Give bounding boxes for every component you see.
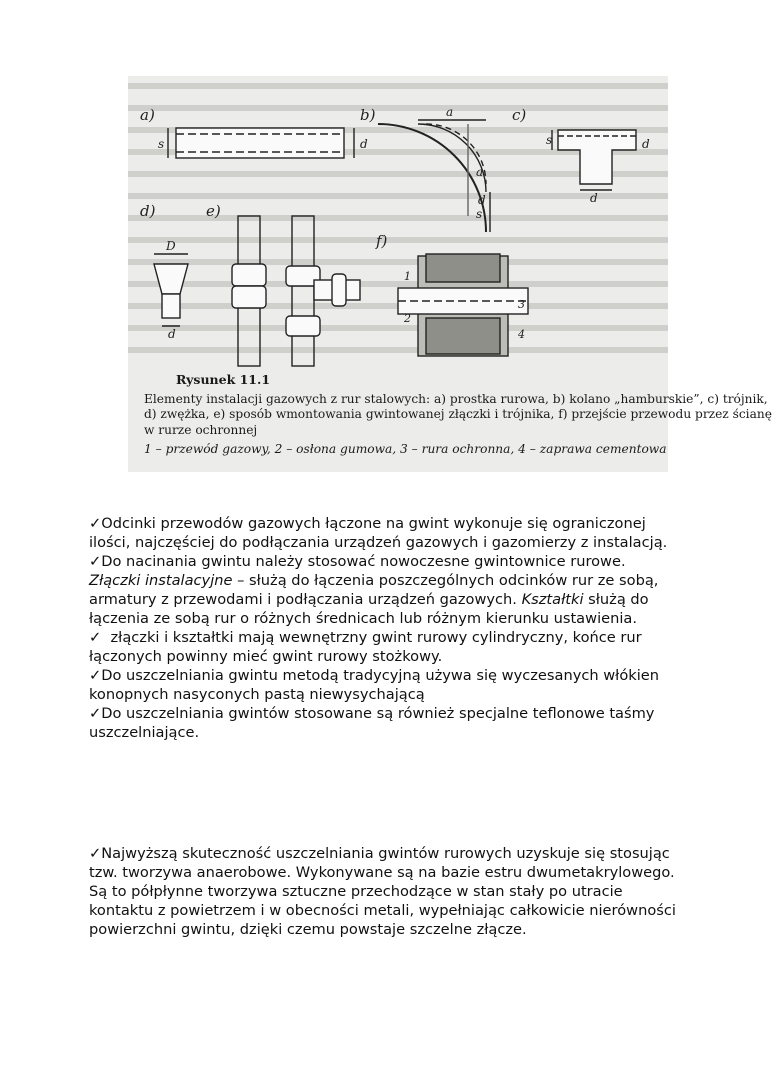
- caption-line-3: w rurze ochronnej: [144, 422, 258, 437]
- figure-scan: [128, 76, 772, 472]
- part-d-reducer: [154, 254, 188, 326]
- bullet-1-text: Odcinki przewodów gazowych łączone na gwint wykonuje się ograniczonej ilości, najczęściej do podłączania urządzeń gazowych i gazomierzy z instalacją.: [89, 515, 668, 551]
- pipe-diagram: [128, 76, 668, 372]
- dim-s-b: s: [476, 207, 483, 221]
- bullet-2-text: Do nacinania gwintu należy stosować nowoczesne gwintownice rurowe.: [101, 553, 626, 570]
- label-f: f): [376, 232, 388, 250]
- term-zlaczki: Złączki instalacyjne: [89, 572, 233, 589]
- caption-line-2: d) zwężka, e) sposób wmontowania gwintowanej złączki i trójnika, f) przejście przewodu przez ścianę: [144, 407, 772, 421]
- dim-d-a: d: [360, 137, 368, 151]
- dim-s-c: s: [546, 133, 553, 147]
- bullet-4: [89, 666, 679, 704]
- num-1: 1: [404, 270, 411, 283]
- num-2: 2: [404, 312, 411, 325]
- part-c-tee: [552, 130, 636, 190]
- bullet-2: [89, 552, 679, 571]
- caption-legend: 1 – przewód gazowy, 2 – osłona gumowa, 3 – rura ochronna, 4 – zaprawa cementowa: [144, 442, 667, 456]
- dim-d-d: d: [168, 327, 176, 341]
- connectors-text: – służą do łączenia poszczególnych odcinków rur ze sobą, armatury z przewodami i podłączania urządzeń gazowych.: [89, 572, 659, 608]
- bullet-4-text: Do uszczelniania gwintu metodą tradycyjną używa się wyczesanych włókien konopnych nasyconych pastą niewysychającą: [89, 667, 659, 703]
- figure-title: Rysunek 11.1: [176, 372, 271, 387]
- caption-line-1: Elementy instalacji gazowych z rur stalowych: a) prostka rurowa, b) kolano „hamburskie”, c) trójnik,: [144, 391, 768, 406]
- bullet-6: [89, 844, 679, 939]
- dim-D-d: D: [166, 239, 176, 253]
- bullet-5-text: Do uszczelniania gwintów stosowane są również specjalne teflonowe taśmy uszczelniające.: [89, 705, 655, 741]
- bullet-3: [89, 628, 679, 666]
- anaerobic-paragraph: [89, 844, 679, 939]
- dim-d2-c: d: [590, 191, 598, 205]
- dim-d-b: d: [478, 193, 486, 207]
- label-c: c): [512, 106, 527, 124]
- num-3: 3: [518, 298, 525, 311]
- label-b: b): [360, 106, 376, 124]
- bullet-3-text: złączki i kształtki mają wewnętrzny gwint rurowy cylindryczny, końce rur łączonych powinny mieć gwint rurowy stożkowy.: [89, 629, 647, 665]
- num-4: 4: [518, 328, 525, 341]
- bullet-1: [89, 514, 679, 552]
- dim-d-c: d: [642, 137, 650, 151]
- dim-a-b: a: [446, 105, 454, 119]
- paragraph-connectors: [89, 571, 679, 628]
- label-a: a): [140, 106, 155, 124]
- bullet-5: [89, 704, 679, 742]
- dim-s-a: s: [158, 137, 165, 151]
- dim-a2-b: a: [476, 165, 484, 179]
- label-e: e): [206, 202, 221, 220]
- bullet-list: [89, 514, 679, 742]
- part-a-straight-pipe: [168, 128, 354, 158]
- bullet-6-text: Najwyższą skuteczność uszczelniania gwintów rurowych uzyskuje się stosując tzw. tworzywa anaerobowe. Wykonywane są na bazie estru dwumetakrylowego. Są to półpłynne tworzywa sztuczne przechodzące w stan stały po utracie kontaktu z powietrzem i w obecności metali, wypełniając całkowicie nierówności powierzchni gwintu, dzięki czemu powstaje szczelne złącze.: [89, 845, 676, 938]
- fittings-text: służą do łączenia ze sobą rur o różnych średnicach lub różnym kierunku ustawienia.: [89, 591, 649, 627]
- part-f-wall-sleeve: [398, 254, 528, 356]
- label-d: d): [140, 202, 156, 220]
- term-ksztaltki: Kształtki: [521, 591, 584, 608]
- figure-caption: [128, 372, 772, 458]
